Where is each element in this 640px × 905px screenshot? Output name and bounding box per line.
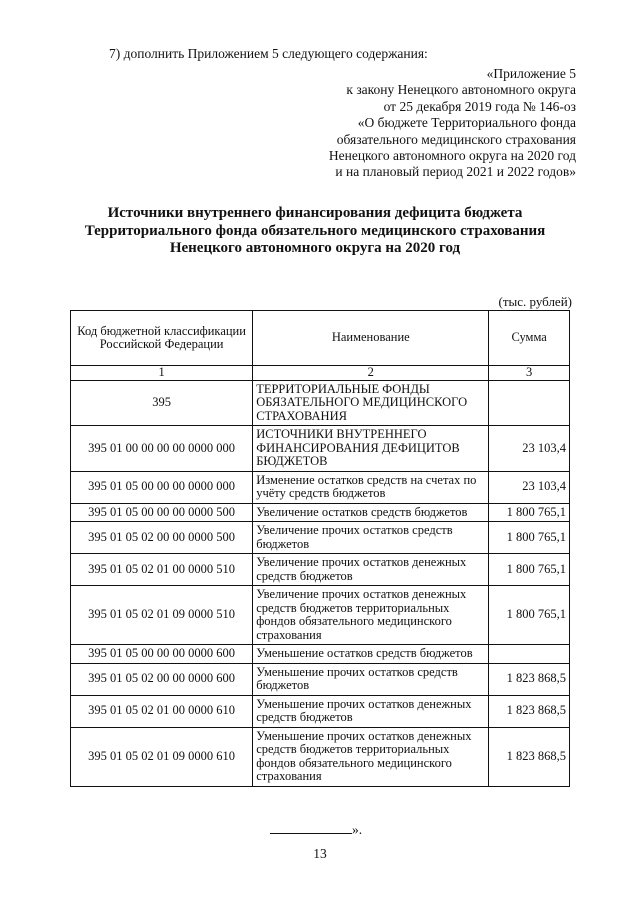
cell-sum: 23 103,4 xyxy=(489,471,570,503)
cell-name: Уменьшение остатков средств бюджетов xyxy=(253,645,489,664)
cell-name: Увеличение прочих остатков денежных средств бюджетов территориальных фондов обязательного медицинского страхования xyxy=(253,586,489,645)
cell-name: Уменьшение прочих остатков средств бюджетов xyxy=(253,663,489,695)
cell-code: 395 01 05 02 01 00 0000 610 xyxy=(71,695,253,727)
cell-code: 395 01 05 02 00 00 0000 500 xyxy=(71,522,253,554)
budget-sources-table xyxy=(70,310,570,787)
table-row xyxy=(71,554,570,586)
document-title xyxy=(60,205,570,258)
closing-mark: ». xyxy=(352,822,363,837)
table-row xyxy=(71,471,570,503)
column-number: 3 xyxy=(489,366,570,381)
column-number: 2 xyxy=(253,366,489,381)
table-row xyxy=(71,727,570,786)
appendix-line: к закону Ненецкого автономного округа xyxy=(346,82,576,98)
cell-code: 395 01 05 00 00 00 0000 600 xyxy=(71,645,253,664)
header-code: Код бюджетной классификации Российской Федерации xyxy=(71,311,253,366)
appendix-line: и на плановый период 2021 и 2022 годов» xyxy=(335,164,576,180)
table-row xyxy=(71,663,570,695)
cell-sum: 1 823 868,5 xyxy=(489,695,570,727)
title-line: Источники внутреннего финансирования дефицита бюджета xyxy=(107,205,523,221)
appendix-line: «О бюджете Территориального фонда xyxy=(357,115,576,131)
header-sum: Сумма xyxy=(489,311,570,366)
cell-sum xyxy=(489,380,570,426)
table-header-row xyxy=(71,311,570,366)
cell-sum: 1 800 765,1 xyxy=(489,522,570,554)
table-row xyxy=(71,586,570,645)
cell-sum: 23 103,4 xyxy=(489,426,570,472)
cell-sum: 1 800 765,1 xyxy=(489,586,570,645)
cell-code: 395 01 05 02 01 09 0000 610 xyxy=(71,727,253,786)
table-row xyxy=(71,503,570,522)
cell-code: 395 01 05 00 00 00 0000 500 xyxy=(71,503,253,522)
appendix-line: обязательного медицинского страхования xyxy=(336,131,576,147)
header-name: Наименование xyxy=(253,311,489,366)
table-row xyxy=(71,426,570,472)
cell-code: 395 xyxy=(71,380,253,426)
cell-sum: 1 800 765,1 xyxy=(489,554,570,586)
appendix-line: от 25 декабря 2019 года № 146-оз xyxy=(383,98,576,114)
cell-name: ТЕРРИТОРИАЛЬНЫЕ ФОНДЫ ОБЯЗАТЕЛЬНОГО МЕДИЦИНСКОГО СТРАХОВАНИЯ xyxy=(253,380,489,426)
cell-sum: 1 823 868,5 xyxy=(489,727,570,786)
page-number: 13 xyxy=(313,846,327,861)
cell-sum: 1 800 765,1 xyxy=(489,503,570,522)
cell-sum: 1 823 868,5 xyxy=(489,663,570,695)
title-line: Ненецкого автономного округа на 2020 год xyxy=(169,240,461,256)
cell-name: ИСТОЧНИКИ ВНУТРЕННЕГО ФИНАНСИРОВАНИЯ ДЕФИЦИТОВ БЮДЖЕТОВ xyxy=(253,426,489,472)
table-row xyxy=(71,695,570,727)
column-number-row xyxy=(71,366,570,381)
cell-code: 395 01 05 00 00 00 0000 000 xyxy=(71,471,253,503)
table-row xyxy=(71,380,570,426)
units-label: (тыс. рублей) xyxy=(498,294,572,309)
cell-code: 395 01 00 00 00 00 0000 000 xyxy=(71,426,253,472)
cell-name: Увеличение прочих остатков средств бюджетов xyxy=(253,522,489,554)
cell-name: Изменение остатков средств на счетах по учёту средств бюджетов xyxy=(253,471,489,503)
title-line: Территориального фонда обязательного медицинского страхования xyxy=(84,222,546,239)
cell-name: Уменьшение прочих остатков денежных средств бюджетов территориальных фондов обязательного медицинского страхования xyxy=(253,727,489,786)
table-row xyxy=(71,522,570,554)
cell-sum xyxy=(489,645,570,664)
intro-text: 7) дополнить Приложением 5 следующего содержания: xyxy=(109,46,428,61)
closing-line xyxy=(270,822,362,838)
table-row xyxy=(71,645,570,664)
cell-code: 395 01 05 02 00 00 0000 600 xyxy=(71,663,253,695)
signature-line xyxy=(270,833,352,834)
cell-name: Увеличение остатков средств бюджетов xyxy=(253,503,489,522)
appendix-line: «Приложение 5 xyxy=(486,66,576,81)
cell-code: 395 01 05 02 01 09 0000 510 xyxy=(71,586,253,645)
appendix-header xyxy=(329,66,576,181)
column-number: 1 xyxy=(71,366,253,381)
cell-name: Уменьшение прочих остатков денежных средств бюджетов xyxy=(253,695,489,727)
cell-name: Увеличение прочих остатков денежных средств бюджетов xyxy=(253,554,489,586)
cell-code: 395 01 05 02 01 00 0000 510 xyxy=(71,554,253,586)
appendix-line: Ненецкого автономного округа на 2020 год xyxy=(328,148,576,164)
